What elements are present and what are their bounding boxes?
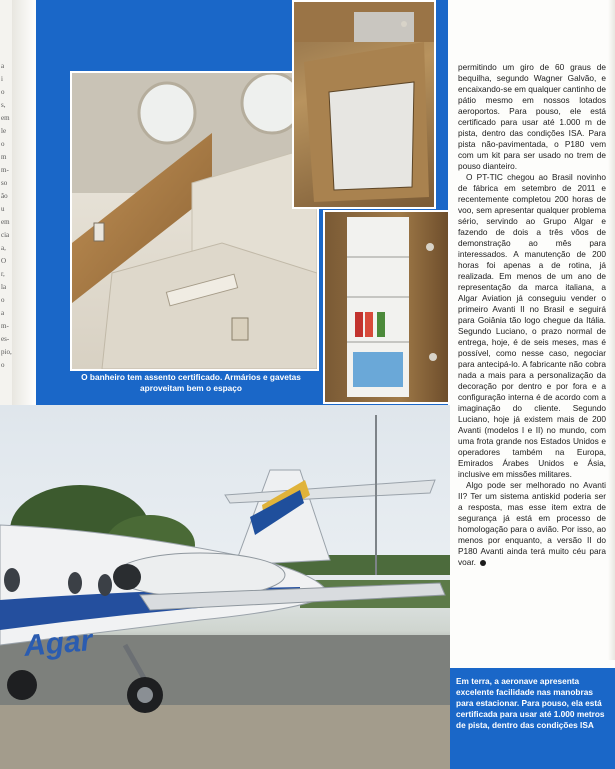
gutter-fragment: la [1,283,7,291]
gutter-fragment: s, [1,101,6,109]
gutter-fragment: o [1,88,5,96]
gutter-fragment: m [1,153,7,161]
gutter-fragment: le [1,127,7,135]
caption-interior: O banheiro tem assento certificado. Armários e gavetas aproveitam bem o espaço [81,372,301,393]
gutter-fragment: r, [1,270,5,278]
cabinet-photo [292,0,436,209]
gutter-fragment: cia [1,231,10,239]
gutter-fragment: a, [1,244,6,252]
paragraph-3 [458,480,606,568]
gutter-fragment: so [1,179,8,187]
gutter-fragment: o [1,361,5,369]
gutter-fragment: a [1,62,5,70]
toilet-seat-photo [70,71,319,371]
gutter-fragment: pio, [1,348,12,356]
caption-aircraft: Em terra, a aeronave apresenta excelente facilidade nas manobras para estacionar. Para pouso, ela está certificada para usar até 1.000 metros de pista, dentro das condições ISA [456,676,605,730]
gutter-fragment: o [1,140,5,148]
gutter-fragment: u [1,205,5,213]
paragraph-3-text: Algo pode ser melhorado no Avanti II? Ter um sistema antiskid poderia ser a resposta, mas esse item extra de segurança já está em processo de homologação para o avião. Por isso, ao menos por enquanto, a versão II do P180 Avanti ainda terá muito céu para voar. [458,480,606,567]
drawers-photo [323,210,450,404]
gutter-fragment: a [1,309,5,317]
gutter-fragment: ão [1,192,8,200]
end-of-article-mark [480,560,486,566]
gutter-fragment: m- [1,322,9,330]
gutter-fragment: O [1,257,7,265]
aircraft-photo [0,405,450,769]
gutter-shadow [12,0,34,460]
aircraft-livery-logo: Agar [22,624,94,663]
page-edge-shadow [608,0,615,660]
paragraph-2: O PT-TIC chegou ao Brasil novinho de fábrica em setembro de 2011 e recentemente completou 200 horas de voo, sem apresentar qualquer problema sério, servindo ao Grupo Algar e fazendo de dois a três vôos de demonstração ao mês para interessados. A manutenção de 200 horas foi apenas a de rotina, já realizada. Em menos de um ano de representação da marca italiana, a Algar Aviation já conseguiu vender o primeiro Avanti II no Brasil e seguirá para Goiânia tão logo chegue da Itália. Segundo Luciano, o prazo normal de entrega, hoje, é de seis meses, mas é possível, como nesse caso, negociar para antecipá-lo. A fabricante não cobra nada a mais para a personalização da decoração por dentro e por fora e a configuração interna é de acordo com a imaginação do cliente. Segundo Luciano, hoje já existem mais de 200 Avanti (modelos I e II) no mundo, com uma frota grande nos Estados Unidos e operadores também na Europa, Emirados Árabes Unidos e Ásia, inclusive em missões militares. [458,172,606,479]
gutter-fragment: es- [1,335,10,343]
gutter-fragment: em [1,114,10,122]
article-body [458,62,606,568]
paragraph-1: permitindo um giro de 60 graus de bequilha, segundo Wagner Galvão, e encaixando-se em qualquer cantinho de pátio mesmo em nossos lotados aeroportos. Para pouso, ele está certificado para usar até 1.000 m de pista, dentro das condições ISA. Para pista não-pavimentada, o P180 vem com um kit para ser usado no trem de pouso dianteiro. [458,62,606,171]
gutter-fragment: o [1,296,5,304]
gutter-fragment: i [1,75,3,83]
gutter-fragment: m- [1,166,9,174]
gutter-fragment: em [1,218,10,226]
